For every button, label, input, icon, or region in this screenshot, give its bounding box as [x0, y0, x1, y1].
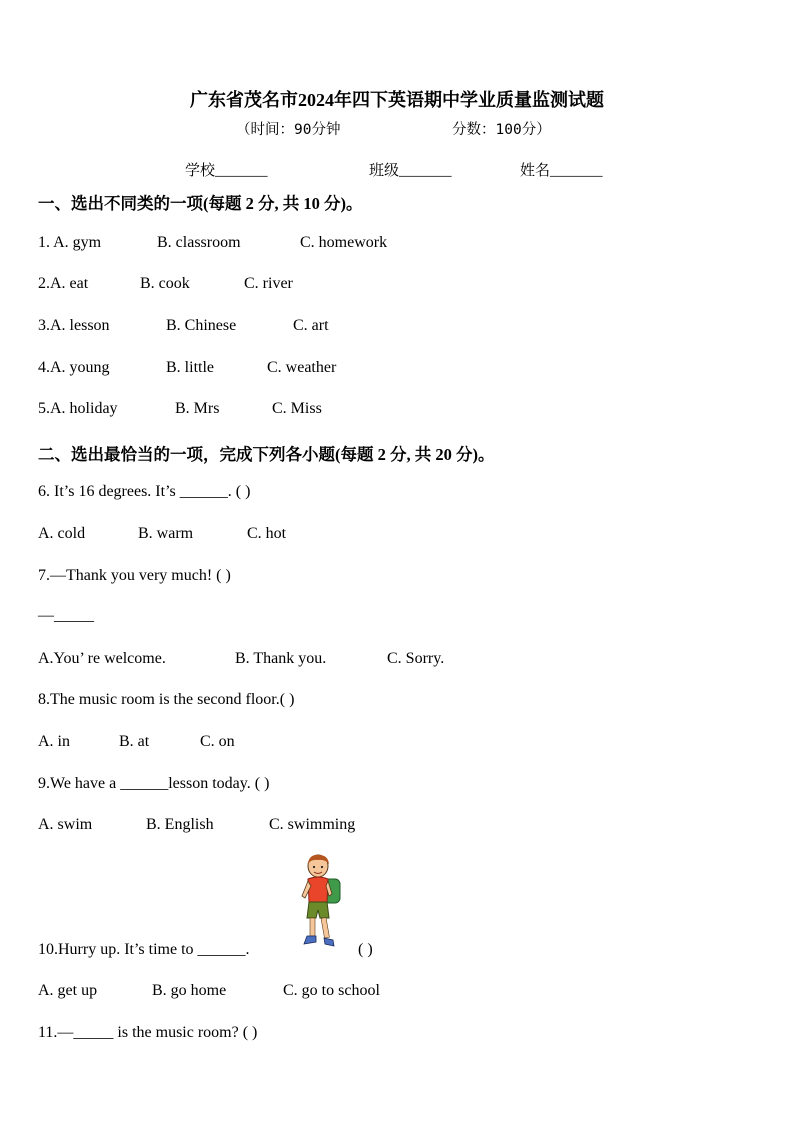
section-2-heading: 二、选出最恰当的一项，完成下列各小题(每题 2 分, 共 20 分)。 — [38, 445, 495, 464]
q5-option-a: 5.A. holiday — [38, 400, 118, 417]
q2-option-c: C. river — [244, 275, 293, 292]
q3-option-b: B. Chinese — [166, 317, 237, 334]
exam-time: （时间：90分钟 — [236, 122, 341, 138]
q10-option-c: C. go to school — [283, 982, 380, 999]
q4-option-c: C. weather — [267, 359, 337, 376]
school-field: 学校_______ — [185, 163, 268, 179]
q8-option-c: C. on — [200, 733, 235, 750]
page-title: 广东省茂名市2024年四下英语期中学业质量监测试题 — [190, 90, 604, 110]
section-1-heading: 一、选出不同类的一项(每题 2 分, 共 10 分)。 — [38, 194, 363, 213]
q7-option-a: A.You’ re welcome. — [38, 650, 166, 667]
q1-option-b: B. classroom — [157, 234, 241, 251]
q1-option-c: C. homework — [300, 234, 388, 251]
q9-stem: 9.We have a ______lesson today. ( ) — [38, 775, 270, 792]
q6-option-a: A. cold — [38, 525, 86, 542]
q6-option-c: C. hot — [247, 525, 287, 542]
q10-option-b: B. go home — [152, 982, 227, 999]
class-field: 班级_______ — [369, 163, 452, 179]
q5-option-c: C. Miss — [272, 400, 322, 417]
q2-option-b: B. cook — [140, 275, 190, 292]
q10-option-a: A. get up — [38, 982, 98, 999]
q9-option-b: B. English — [146, 816, 214, 833]
q7-reply-blank: —_____ — [38, 607, 94, 624]
q8-stem: 8.The music room is the second floor.( ) — [38, 691, 295, 708]
q10-stem: 10.Hurry up. It’s time to ______. — [38, 941, 250, 958]
q6-option-b: B. warm — [138, 525, 194, 542]
q11-stem: 11.—_____ is the music room? ( ) — [38, 1024, 258, 1041]
exam-score: 分数：100分） — [452, 122, 551, 138]
name-field: 姓名_______ — [520, 163, 603, 179]
q1-option-a: 1. A. gym — [38, 234, 102, 251]
q6-stem: 6. It’s 16 degrees. It’s ______. ( ) — [38, 483, 251, 500]
q4-option-b: B. little — [166, 359, 214, 376]
boy-with-backpack-illustration — [296, 852, 344, 952]
q5-option-b: B. Mrs — [175, 400, 220, 417]
q3-option-c: C. art — [293, 317, 329, 334]
q7-stem: 7.—Thank you very much! ( ) — [38, 567, 231, 584]
q2-option-a: 2.A. eat — [38, 275, 89, 292]
q7-option-b: B. Thank you. — [235, 650, 327, 667]
q7-option-c: C. Sorry. — [387, 650, 445, 667]
q8-option-b: B. at — [119, 733, 150, 750]
q10-answer-paren: ( ) — [358, 941, 373, 958]
q8-option-a: A. in — [38, 733, 70, 750]
q9-option-c: C. swimming — [269, 816, 356, 833]
q4-option-a: 4.A. young — [38, 359, 110, 376]
q9-option-a: A. swim — [38, 816, 93, 833]
q3-option-a: 3.A. lesson — [38, 317, 110, 334]
